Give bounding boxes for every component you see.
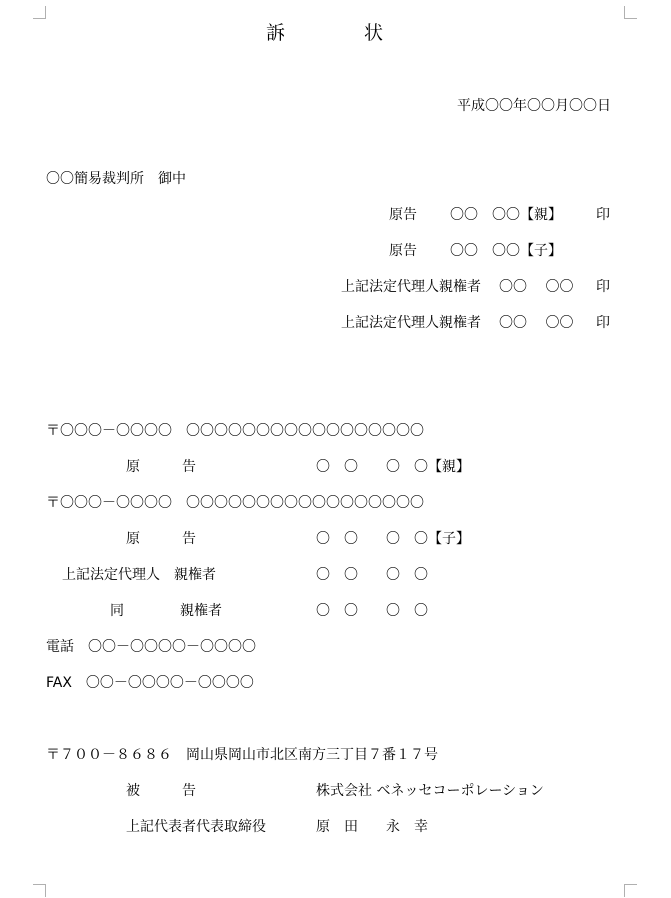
plaintiff-name-2: 〇 〇 〇 〇【子】 xyxy=(316,531,470,547)
defendant-rep-name: 原 田 永 幸 xyxy=(316,819,428,835)
plaintiff-role-2: 原 告 xyxy=(126,531,196,547)
fax-number: FAX 〇〇－〇〇〇〇－〇〇〇〇 xyxy=(46,675,254,691)
crop-mark-top-right xyxy=(624,6,637,19)
signatory-name-2: 〇〇 〇〇【子】 xyxy=(450,243,562,259)
defendant-rep-role: 上記代表者代表取締役 xyxy=(126,819,266,835)
defendant-address: 〒７００－８６８６ 岡山県岡山市北区南方三丁目７番１７号 xyxy=(46,747,438,763)
crop-mark-top-left xyxy=(33,6,46,19)
signatory-role-1: 原告 xyxy=(389,207,417,223)
signatory-role-2: 原告 xyxy=(389,243,417,259)
crop-mark-bottom-left xyxy=(33,884,46,897)
document-date: 平成〇〇年〇〇月〇〇日 xyxy=(457,98,611,114)
legal-rep-name-2: 〇 〇 〇 〇 xyxy=(316,603,428,619)
plaintiff-address-2: 〒〇〇〇－〇〇〇〇 〇〇〇〇〇〇〇〇〇〇〇〇〇〇〇〇〇 xyxy=(46,495,424,511)
defendant-role: 被 告 xyxy=(126,783,196,799)
phone-number: 電話 〇〇－〇〇〇〇－〇〇〇〇 xyxy=(46,639,256,655)
signatory-role-4: 上記法定代理人親権者 xyxy=(341,315,481,331)
signatory-role-3: 上記法定代理人親権者 xyxy=(341,279,481,295)
seal-mark-1: 印 xyxy=(596,207,610,223)
document-title-first-char: 訴 xyxy=(266,22,287,44)
plaintiff-name-1: 〇 〇 〇 〇【親】 xyxy=(316,459,470,475)
signatory-name-1: 〇〇 〇〇【親】 xyxy=(450,207,562,223)
legal-rep-name-1: 〇 〇 〇 〇 xyxy=(316,567,428,583)
seal-mark-4: 印 xyxy=(596,315,610,331)
defendant-name: 株式会社 ベネッセコーポレーション xyxy=(316,783,544,799)
legal-rep-role-2: 同 親権者 xyxy=(110,603,222,619)
crop-mark-bottom-right xyxy=(624,884,637,897)
legal-rep-role-1: 上記法定代理人 親権者 xyxy=(62,567,216,583)
plaintiff-role-1: 原 告 xyxy=(126,459,196,475)
court-addressee: 〇〇簡易裁判所 御中 xyxy=(46,171,186,187)
signatory-name-4: 〇〇 〇〇 xyxy=(499,315,574,331)
document-title-second-char: 状 xyxy=(364,22,385,44)
plaintiff-address-1: 〒〇〇〇－〇〇〇〇 〇〇〇〇〇〇〇〇〇〇〇〇〇〇〇〇〇 xyxy=(46,423,424,439)
seal-mark-3: 印 xyxy=(596,279,610,295)
signatory-name-3: 〇〇 〇〇 xyxy=(499,279,574,295)
